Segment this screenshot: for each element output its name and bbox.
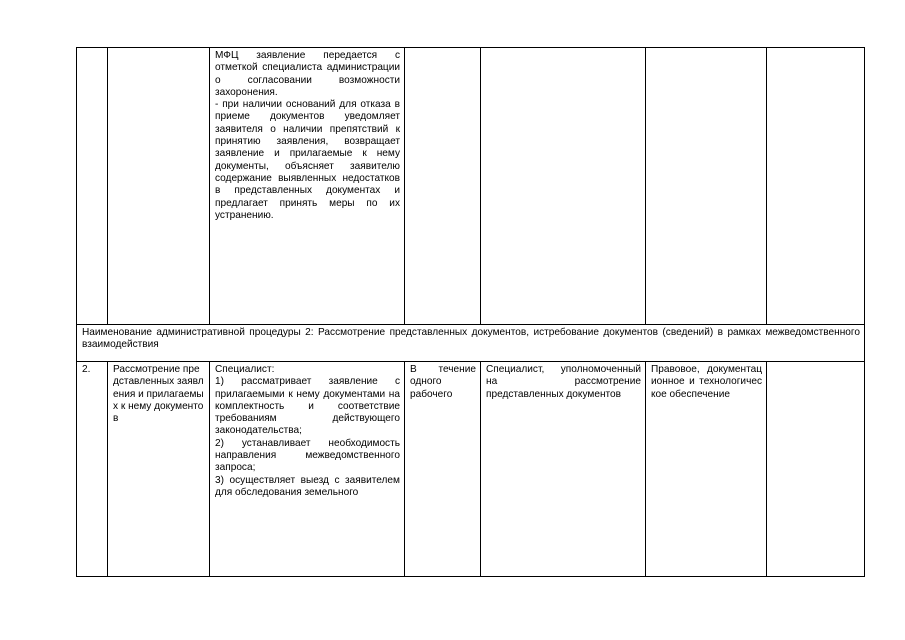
procedure-name: Рассмотрение представленных заявления и прилагаемых к нему документов — [113, 364, 204, 425]
deadline-text: В течение одного рабочего — [410, 364, 476, 400]
procedure-table — [76, 47, 865, 577]
procedure-header-text: Наименование административной процедуры 2: Рассмотрение представленных документов, истребование документов (сведений) в рамках межведомственного взаимодействия — [82, 327, 860, 351]
procedure-header — [77, 325, 865, 362]
actions-text: Специалист: 1) рассматривает заявление с прилагаемыми к нему документами на комплектность и соответствие требованиям действующего законодательства; 2) устанавливает необходимость направления межведомственного запроса; 3) осуществляет выезд с заявителем для обследования земельного — [215, 364, 400, 498]
table-row — [77, 325, 865, 362]
cell-actions — [210, 48, 405, 325]
support-text: Правовое, документационное и технологическое обеспечение — [651, 364, 762, 400]
cell-procedure-name — [108, 48, 210, 325]
actions-text: МФЦ заявление передается с отметкой специалиста администрации о согласовании возможности захоронения. - при наличии оснований для отказа в приеме документов уведомляет заявителя о наличии препятствий к принятию заявления, возвращает заявление и прилагаемые к нему документы, объясняет заявителю содержание выявленных недостатков в представленных документах и предлагает принять меры по их устранению. — [215, 50, 400, 221]
row-number: 2. — [82, 364, 91, 375]
cell-responsible — [481, 48, 646, 325]
cell-number — [77, 362, 108, 577]
cell-procedure-name — [108, 362, 210, 577]
cell-result — [767, 362, 865, 577]
cell-result — [767, 48, 865, 325]
cell-responsible — [481, 362, 646, 577]
cell-support — [646, 362, 767, 577]
table-row — [77, 48, 865, 325]
cell-number — [77, 48, 108, 325]
responsible-text: Специалист, уполномоченный на рассмотрение представленных документов — [486, 364, 641, 400]
cell-deadline — [405, 362, 481, 577]
table-row — [77, 362, 865, 577]
cell-support — [646, 48, 767, 325]
cell-actions — [210, 362, 405, 577]
cell-deadline — [405, 48, 481, 325]
